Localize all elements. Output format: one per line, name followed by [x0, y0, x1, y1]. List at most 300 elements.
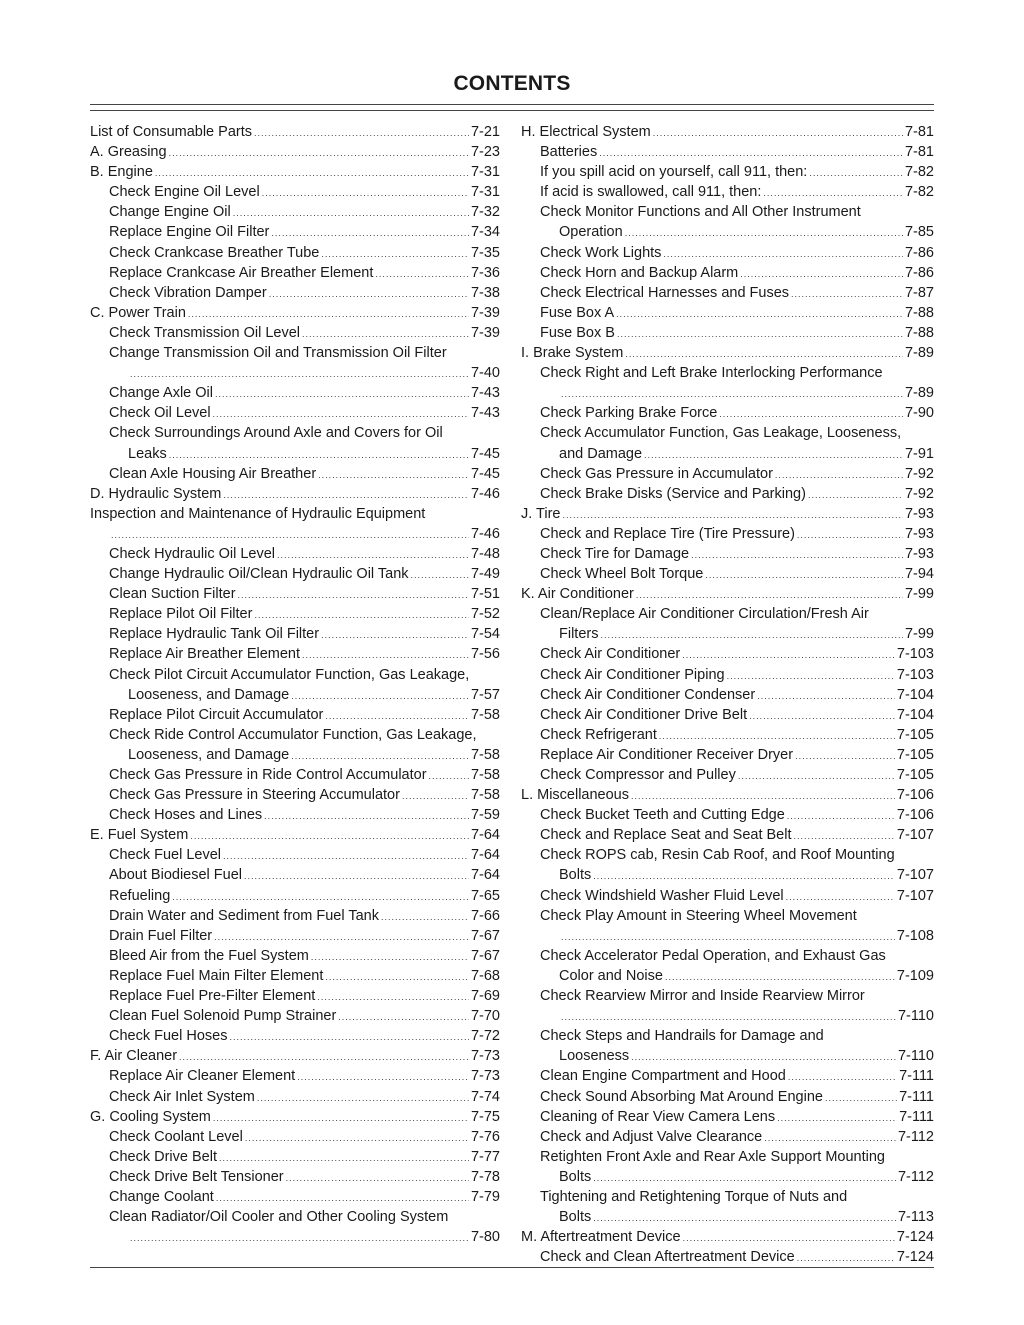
toc-dot-leader: [229, 1027, 469, 1047]
toc-page-number: 7-106: [896, 807, 934, 824]
toc-entry[interactable]: [521, 1046, 934, 1066]
toc-dot-leader: [262, 183, 469, 203]
toc-dot-leader: [317, 987, 469, 1007]
toc-page-number: 7-107: [896, 887, 934, 904]
toc-entry[interactable]: [521, 886, 934, 906]
toc-entry[interactable]: [521, 845, 934, 865]
toc-entry[interactable]: [521, 946, 934, 966]
toc-dot-leader: [691, 545, 903, 565]
toc-entry[interactable]: [90, 564, 500, 584]
toc-entry-title: Check ROPS cab, Resin Cab Roof, and Roof Mounting: [540, 847, 895, 864]
toc-entry[interactable]: [90, 1167, 500, 1187]
toc-page-number: 7-88: [904, 304, 934, 321]
toc-page-number: 7-73: [470, 1048, 500, 1065]
toc-entry-title: Check Engine Oil Level: [109, 184, 260, 201]
toc-page-number: 7-87: [904, 284, 934, 301]
toc-dot-leader: [599, 143, 903, 163]
toc-dot-leader: [169, 445, 469, 465]
toc-dot-leader: [644, 445, 903, 465]
toc-left-column: [90, 122, 500, 1247]
toc-entry-title: Replace Fuel Main Filter Element: [109, 967, 324, 984]
toc-page-number: 7-78: [470, 1168, 500, 1185]
toc-entry[interactable]: [521, 323, 934, 343]
toc-entry[interactable]: [521, 604, 934, 624]
toc-page-number: 7-52: [470, 606, 500, 623]
toc-entry[interactable]: [521, 122, 934, 142]
toc-dot-leader: [631, 1047, 896, 1067]
toc-entry[interactable]: [521, 464, 934, 484]
toc-entry[interactable]: [521, 1006, 934, 1026]
toc-entry[interactable]: [90, 202, 500, 222]
toc-entry-title: Looseness, and Damage: [128, 686, 290, 703]
toc-entry-title: Replace Pilot Oil Filter: [109, 606, 253, 623]
toc-entry[interactable]: [90, 423, 500, 443]
toc-entry[interactable]: [90, 464, 500, 484]
toc-entry-title: Retighten Front Axle and Rear Axle Support Mounting: [540, 1148, 885, 1165]
toc-dot-leader: [286, 1168, 469, 1188]
toc-dot-leader: [311, 947, 469, 967]
toc-entry[interactable]: [90, 303, 500, 323]
toc-entry[interactable]: [521, 1187, 934, 1207]
toc-page-number: 7-89: [904, 345, 934, 362]
toc-entry[interactable]: [521, 202, 934, 222]
toc-entry-title: Change Hydraulic Oil/Clean Hydraulic Oil Tank: [109, 566, 409, 583]
toc-entry-title: Check Play Amount in Steering Wheel Movement: [540, 907, 857, 924]
toc-entry[interactable]: [90, 725, 500, 745]
toc-dot-leader: [254, 123, 469, 143]
toc-entry[interactable]: [90, 986, 500, 1006]
toc-entry[interactable]: [521, 1167, 934, 1187]
toc-entry[interactable]: [521, 584, 934, 604]
toc-page-number: 7-58: [470, 787, 500, 804]
toc-entry[interactable]: [90, 966, 500, 986]
toc-entry-title: Replace Air Breather Element: [109, 646, 301, 663]
toc-page-number: 7-23: [470, 144, 500, 161]
toc-page-number: 7-21: [470, 124, 500, 140]
toc-entry-title: Check Accelerator Pedal Operation, and Exhaust Gas: [540, 947, 886, 964]
toc-entry[interactable]: [521, 222, 934, 242]
toc-page-number: 7-109: [896, 967, 934, 984]
toc-entry[interactable]: [90, 765, 500, 785]
toc-entry[interactable]: [521, 685, 934, 705]
toc-dot-leader: [797, 1248, 895, 1268]
toc-page-number: 7-49: [470, 566, 500, 583]
toc-entry-title: Bolts: [559, 1168, 592, 1185]
toc-entry[interactable]: [90, 162, 500, 182]
toc-entry[interactable]: [90, 383, 500, 403]
toc-dot-leader: [219, 1148, 469, 1168]
toc-page-number: 7-93: [904, 525, 934, 542]
toc-entry[interactable]: [90, 222, 500, 242]
toc-entry-title: Replace Air Conditioner Receiver Dryer: [540, 746, 794, 763]
toc-entry[interactable]: [90, 1066, 500, 1086]
toc-page-number: 7-39: [470, 324, 500, 341]
toc-entry[interactable]: [521, 1247, 934, 1267]
toc-dot-leader: [257, 1088, 469, 1108]
toc-entry[interactable]: [521, 865, 934, 885]
toc-entry-title: Check and Replace Seat and Seat Belt: [540, 827, 792, 844]
toc-dot-leader: [593, 1168, 896, 1188]
toc-dot-leader: [338, 1007, 469, 1027]
title-double-rule: [90, 104, 934, 111]
toc-entry[interactable]: [521, 484, 934, 504]
toc-entry[interactable]: [521, 363, 934, 383]
toc-entry-title: Check Pilot Circuit Accumulator Function, Gas Leakage,: [109, 666, 470, 683]
toc-dot-leader: [111, 525, 469, 545]
toc-entry-title: Check Fuel Level: [109, 847, 222, 864]
toc-page-number: 7-82: [904, 164, 934, 181]
toc-dot-leader: [788, 1067, 897, 1087]
toc-entry-title: Check Steps and Handrails for Damage and: [540, 1028, 824, 1045]
toc-entry[interactable]: [521, 524, 934, 544]
toc-entry[interactable]: [90, 845, 500, 865]
toc-dot-leader: [683, 1228, 895, 1248]
toc-entry-title: Replace Pilot Circuit Accumulator: [109, 706, 324, 723]
toc-page-number: 7-104: [896, 706, 934, 723]
toc-entry-title: Check Bucket Teeth and Cutting Edge: [540, 807, 785, 824]
toc-entry[interactable]: [521, 303, 934, 323]
toc-entry-title: Replace Engine Oil Filter: [109, 224, 270, 241]
toc-page-number: 7-39: [470, 304, 500, 321]
toc-entry-title: List of Consumable Parts: [90, 124, 252, 140]
toc-entry[interactable]: [521, 1087, 934, 1107]
toc-entry-title: Check Right and Left Brake Interlocking Performance: [540, 365, 883, 382]
toc-entry[interactable]: [521, 644, 934, 664]
toc-entry-title: Check Work Lights: [540, 244, 662, 261]
toc-entry[interactable]: [90, 1147, 500, 1167]
toc-entry[interactable]: [521, 243, 934, 263]
toc-entry-title: Check Wheel Bolt Torque: [540, 566, 704, 583]
toc-dot-leader: [321, 625, 469, 645]
toc-page-number: 7-38: [470, 284, 500, 301]
toc-entry[interactable]: [521, 765, 934, 785]
toc-entry-title: Check Air Inlet System: [109, 1088, 255, 1105]
toc-page-number: 7-64: [470, 867, 500, 884]
toc-entry-title: If you spill acid on yourself, call 911, then:: [540, 164, 808, 181]
toc-entry[interactable]: [90, 926, 500, 946]
toc-page-number: 7-106: [896, 787, 934, 804]
toc-entry[interactable]: [90, 323, 500, 343]
toc-entry-title: Check Brake Disks (Service and Parking): [540, 485, 806, 502]
toc-entry[interactable]: [90, 1006, 500, 1026]
toc-dot-leader: [786, 887, 895, 907]
toc-entry-title: Check Accumulator Function, Gas Leakage, Looseness,: [540, 425, 902, 442]
toc-entry[interactable]: [521, 986, 934, 1006]
toc-dot-leader: [749, 706, 895, 726]
toc-entry[interactable]: [521, 825, 934, 845]
toc-page-number: 7-105: [896, 726, 934, 743]
toc-entry[interactable]: [90, 785, 500, 805]
toc-dot-leader: [777, 1108, 897, 1128]
toc-entry-title: Replace Hydraulic Tank Oil Filter: [109, 626, 320, 643]
toc-entry[interactable]: [90, 665, 500, 685]
toc-entry-title: Batteries: [540, 144, 598, 161]
toc-page-number: 7-110: [897, 1048, 934, 1065]
toc-dot-leader: [797, 525, 903, 545]
toc-entry[interactable]: [521, 745, 934, 765]
toc-dot-leader: [617, 324, 903, 344]
toc-entry[interactable]: [521, 705, 934, 725]
toc-dot-leader: [188, 304, 469, 324]
toc-page-number: 7-67: [470, 927, 500, 944]
toc-dot-leader: [321, 244, 469, 264]
toc-entry[interactable]: [521, 906, 934, 926]
toc-entry-title: Tightening and Retightening Torque of Nuts and: [540, 1188, 848, 1205]
toc-entry-title: Check Vibration Damper: [109, 284, 267, 301]
toc-entry[interactable]: [90, 283, 500, 303]
toc-page-number: 7-108: [896, 927, 934, 944]
toc-page-number: 7-46: [470, 525, 500, 542]
toc-entry-title: Check Air Conditioner Condenser: [540, 686, 756, 703]
toc-dot-leader: [825, 1088, 897, 1108]
toc-entry-title: Check Transmission Oil Level: [109, 324, 300, 341]
toc-entry[interactable]: [90, 1026, 500, 1046]
toc-entry[interactable]: [90, 886, 500, 906]
toc-page-number: 7-112: [897, 1128, 934, 1145]
toc-page-number: 7-32: [470, 204, 500, 221]
toc-entry-title: Bleed Air from the Fuel System: [109, 947, 309, 964]
toc-entry-title: Bolts: [559, 1209, 592, 1226]
toc-dot-leader: [791, 284, 903, 304]
toc-entry-title: Clean Radiator/Oil Cooler and Other Cooling System: [109, 1209, 449, 1226]
toc-page-number: 7-67: [470, 947, 500, 964]
toc-entry[interactable]: [521, 423, 934, 443]
toc-entry[interactable]: [521, 343, 934, 363]
toc-entry[interactable]: [90, 444, 500, 464]
toc-entry[interactable]: [90, 825, 500, 845]
toc-page-number: 7-91: [904, 445, 934, 462]
toc-dot-leader: [381, 907, 469, 927]
toc-page-number: 7-94: [904, 566, 934, 583]
toc-page-number: 7-88: [904, 324, 934, 341]
toc-entry[interactable]: [90, 685, 500, 705]
toc-entry[interactable]: [90, 604, 500, 624]
toc-entry-title: Color and Noise: [559, 967, 663, 984]
toc-entry[interactable]: [90, 1107, 500, 1127]
toc-dot-leader: [302, 324, 469, 344]
toc-dot-leader: [130, 364, 469, 384]
toc-dot-leader: [705, 565, 903, 585]
toc-entry-title: Looseness: [559, 1048, 630, 1065]
toc-entry[interactable]: [90, 644, 500, 664]
toc-dot-leader: [325, 706, 469, 726]
toc-entry[interactable]: [521, 966, 934, 986]
toc-entry[interactable]: [521, 564, 934, 584]
toc-dot-leader: [190, 826, 469, 846]
toc-entry[interactable]: [521, 1026, 934, 1046]
toc-entry-title: E. Fuel System: [90, 827, 189, 844]
toc-entry-title: D. Hydraulic System: [90, 485, 222, 502]
toc-entry[interactable]: [90, 524, 500, 544]
toc-dot-leader: [562, 505, 902, 525]
toc-dot-leader: [727, 666, 895, 686]
toc-entry-title: Drain Water and Sediment from Fuel Tank: [109, 907, 379, 924]
toc-entry[interactable]: [90, 142, 500, 162]
toc-entry[interactable]: [521, 544, 934, 564]
toc-entry[interactable]: [90, 544, 500, 564]
toc-entry-title: Leaks: [128, 445, 167, 462]
toc-entry[interactable]: [90, 363, 500, 383]
toc-entry[interactable]: [521, 1066, 934, 1086]
toc-entry[interactable]: [521, 504, 934, 524]
toc-entry[interactable]: [90, 343, 500, 363]
toc-entry-title: Check Air Conditioner: [540, 646, 681, 663]
toc-entry[interactable]: [521, 725, 934, 745]
toc-entry[interactable]: [90, 906, 500, 926]
toc-entry-title: Clean/Replace Air Conditioner Circulation/Fresh Air: [540, 606, 869, 623]
toc-entry[interactable]: [521, 383, 934, 403]
toc-entry-title: Check Air Conditioner Drive Belt: [540, 706, 748, 723]
toc-dot-leader: [215, 384, 469, 404]
toc-entry[interactable]: [90, 1046, 500, 1066]
toc-entry[interactable]: [521, 805, 934, 825]
toc-entry[interactable]: [90, 122, 500, 142]
toc-page-number: 7-93: [904, 545, 934, 562]
toc-dot-leader: [172, 887, 469, 907]
toc-entry-title: Bolts: [559, 867, 592, 884]
toc-entry[interactable]: [521, 1147, 934, 1167]
toc-page-number: 7-103: [896, 666, 934, 683]
toc-page-number: 7-65: [470, 887, 500, 904]
toc-dot-leader: [593, 866, 895, 886]
toc-page-number: 7-58: [470, 706, 500, 723]
toc-entry-title: Check Crankcase Breather Tube: [109, 244, 320, 261]
toc-page-number: 7-31: [470, 164, 500, 181]
toc-entry[interactable]: [90, 805, 500, 825]
toc-page-number: 7-103: [896, 646, 934, 663]
toc-page-number: 7-76: [470, 1128, 500, 1145]
toc-entry[interactable]: [521, 182, 934, 202]
toc-dot-leader: [214, 927, 469, 947]
toc-dot-leader: [787, 806, 895, 826]
toc-page-number: 7-107: [896, 867, 934, 884]
toc-entry-title: Check Oil Level: [109, 405, 211, 422]
toc-entry[interactable]: [90, 1087, 500, 1107]
toc-entry-title: Check Electrical Harnesses and Fuses: [540, 284, 790, 301]
toc-page-number: 7-112: [897, 1168, 934, 1185]
toc-page-number: 7-43: [470, 405, 500, 422]
toc-page-number: 7-86: [904, 244, 934, 261]
toc-page-number: 7-70: [470, 1008, 500, 1025]
toc-page-number: 7-48: [470, 545, 500, 562]
toc-entry-title: Check Fuel Hoses: [109, 1028, 228, 1045]
toc-page-number: 7-93: [904, 505, 934, 522]
toc-entry[interactable]: [90, 182, 500, 202]
toc-entry-title: Check Air Conditioner Piping: [540, 666, 725, 683]
toc-page-number: 7-110: [897, 1008, 934, 1025]
toc-entry[interactable]: [90, 584, 500, 604]
toc-page-number: 7-58: [470, 767, 500, 783]
toc-dot-leader: [636, 585, 903, 605]
toc-entry[interactable]: [521, 403, 934, 423]
toc-entry-title: Clean Axle Housing Air Breather: [109, 465, 317, 482]
toc-page-number: 7-85: [904, 224, 934, 241]
toc-entry[interactable]: [521, 665, 934, 685]
toc-entry[interactable]: [90, 624, 500, 644]
toc-entry[interactable]: [521, 1227, 934, 1247]
toc-dot-leader: [318, 465, 469, 485]
toc-entry-title: Clean Fuel Solenoid Pump Strainer: [109, 1008, 337, 1025]
toc-entry-title: Check and Clean Aftertreatment Device: [540, 1249, 795, 1266]
toc-entry-title: Check and Adjust Valve Clearance: [540, 1128, 763, 1145]
toc-dot-leader: [631, 786, 895, 806]
toc-page-number: 7-40: [470, 365, 500, 382]
toc-entry-title: H. Electrical System: [521, 124, 651, 140]
toc-entry[interactable]: [90, 1187, 500, 1207]
toc-entry[interactable]: [90, 946, 500, 966]
toc-dot-leader: [269, 284, 469, 304]
toc-entry-title: Check Sound Absorbing Mat Around Engine: [540, 1088, 823, 1105]
toc-entry[interactable]: [90, 1127, 500, 1147]
toc-page-number: 7-111: [899, 1108, 934, 1125]
toc-dot-leader: [213, 404, 469, 424]
toc-entry[interactable]: [90, 263, 500, 283]
toc-entry-title: Replace Air Cleaner Element: [109, 1068, 296, 1085]
toc-entry[interactable]: [90, 504, 500, 524]
toc-entry[interactable]: [521, 444, 934, 464]
toc-entry[interactable]: [521, 624, 934, 644]
toc-entry[interactable]: [90, 243, 500, 263]
toc-entry-title: Change Engine Oil: [109, 204, 231, 221]
toc-page-number: 7-35: [470, 244, 500, 261]
toc-entry-title: Check Gas Pressure in Accumulator: [540, 465, 773, 482]
toc-entry[interactable]: [521, 263, 934, 283]
toc-right-column: [521, 122, 934, 1267]
toc-entry[interactable]: [90, 403, 500, 423]
toc-entry[interactable]: [90, 484, 500, 504]
toc-entry[interactable]: [90, 1207, 500, 1227]
toc-page-number: 7-90: [904, 405, 934, 422]
toc-entry-title: Looseness, and Damage: [128, 746, 290, 763]
toc-dot-leader: [216, 1188, 469, 1208]
toc-page-number: 7-45: [470, 465, 500, 482]
toc-entry-title: Check Refrigerant: [540, 726, 657, 743]
toc-dot-leader: [794, 826, 895, 846]
toc-dot-leader: [764, 1128, 896, 1148]
toc-page-number: 7-81: [904, 124, 934, 140]
toc-entry[interactable]: [521, 283, 934, 303]
toc-entry[interactable]: [521, 1207, 934, 1227]
toc-dot-leader: [616, 304, 903, 324]
toc-entry[interactable]: [90, 865, 500, 885]
toc-entry-title: Check Gas Pressure in Ride Control Accumulator: [109, 767, 427, 783]
toc-entry-title: Change Axle Oil: [109, 385, 213, 402]
toc-page-number: 7-56: [470, 646, 500, 663]
toc-dot-leader: [738, 766, 895, 786]
toc-entry-title: A. Greasing: [90, 144, 167, 161]
toc-dot-leader: [245, 1128, 469, 1148]
toc-dot-leader: [244, 866, 469, 886]
toc-page-number: 7-86: [904, 264, 934, 281]
toc-entry[interactable]: [521, 785, 934, 805]
toc-entry[interactable]: [521, 1127, 934, 1147]
toc-entry[interactable]: [90, 745, 500, 765]
toc-entry[interactable]: [521, 162, 934, 182]
toc-dot-leader: [223, 485, 469, 505]
toc-dot-leader: [775, 465, 903, 485]
toc-entry[interactable]: [521, 926, 934, 946]
toc-entry[interactable]: [521, 142, 934, 162]
toc-entry[interactable]: [90, 705, 500, 725]
toc-dot-leader: [264, 806, 469, 826]
toc-entry[interactable]: [90, 1227, 500, 1247]
toc-dot-leader: [291, 746, 469, 766]
toc-dot-leader: [429, 766, 469, 786]
toc-entry-title: Clean Suction Filter: [109, 586, 236, 603]
toc-dot-leader: [297, 1067, 469, 1087]
toc-dot-leader: [325, 967, 469, 987]
toc-entry[interactable]: [521, 1107, 934, 1127]
